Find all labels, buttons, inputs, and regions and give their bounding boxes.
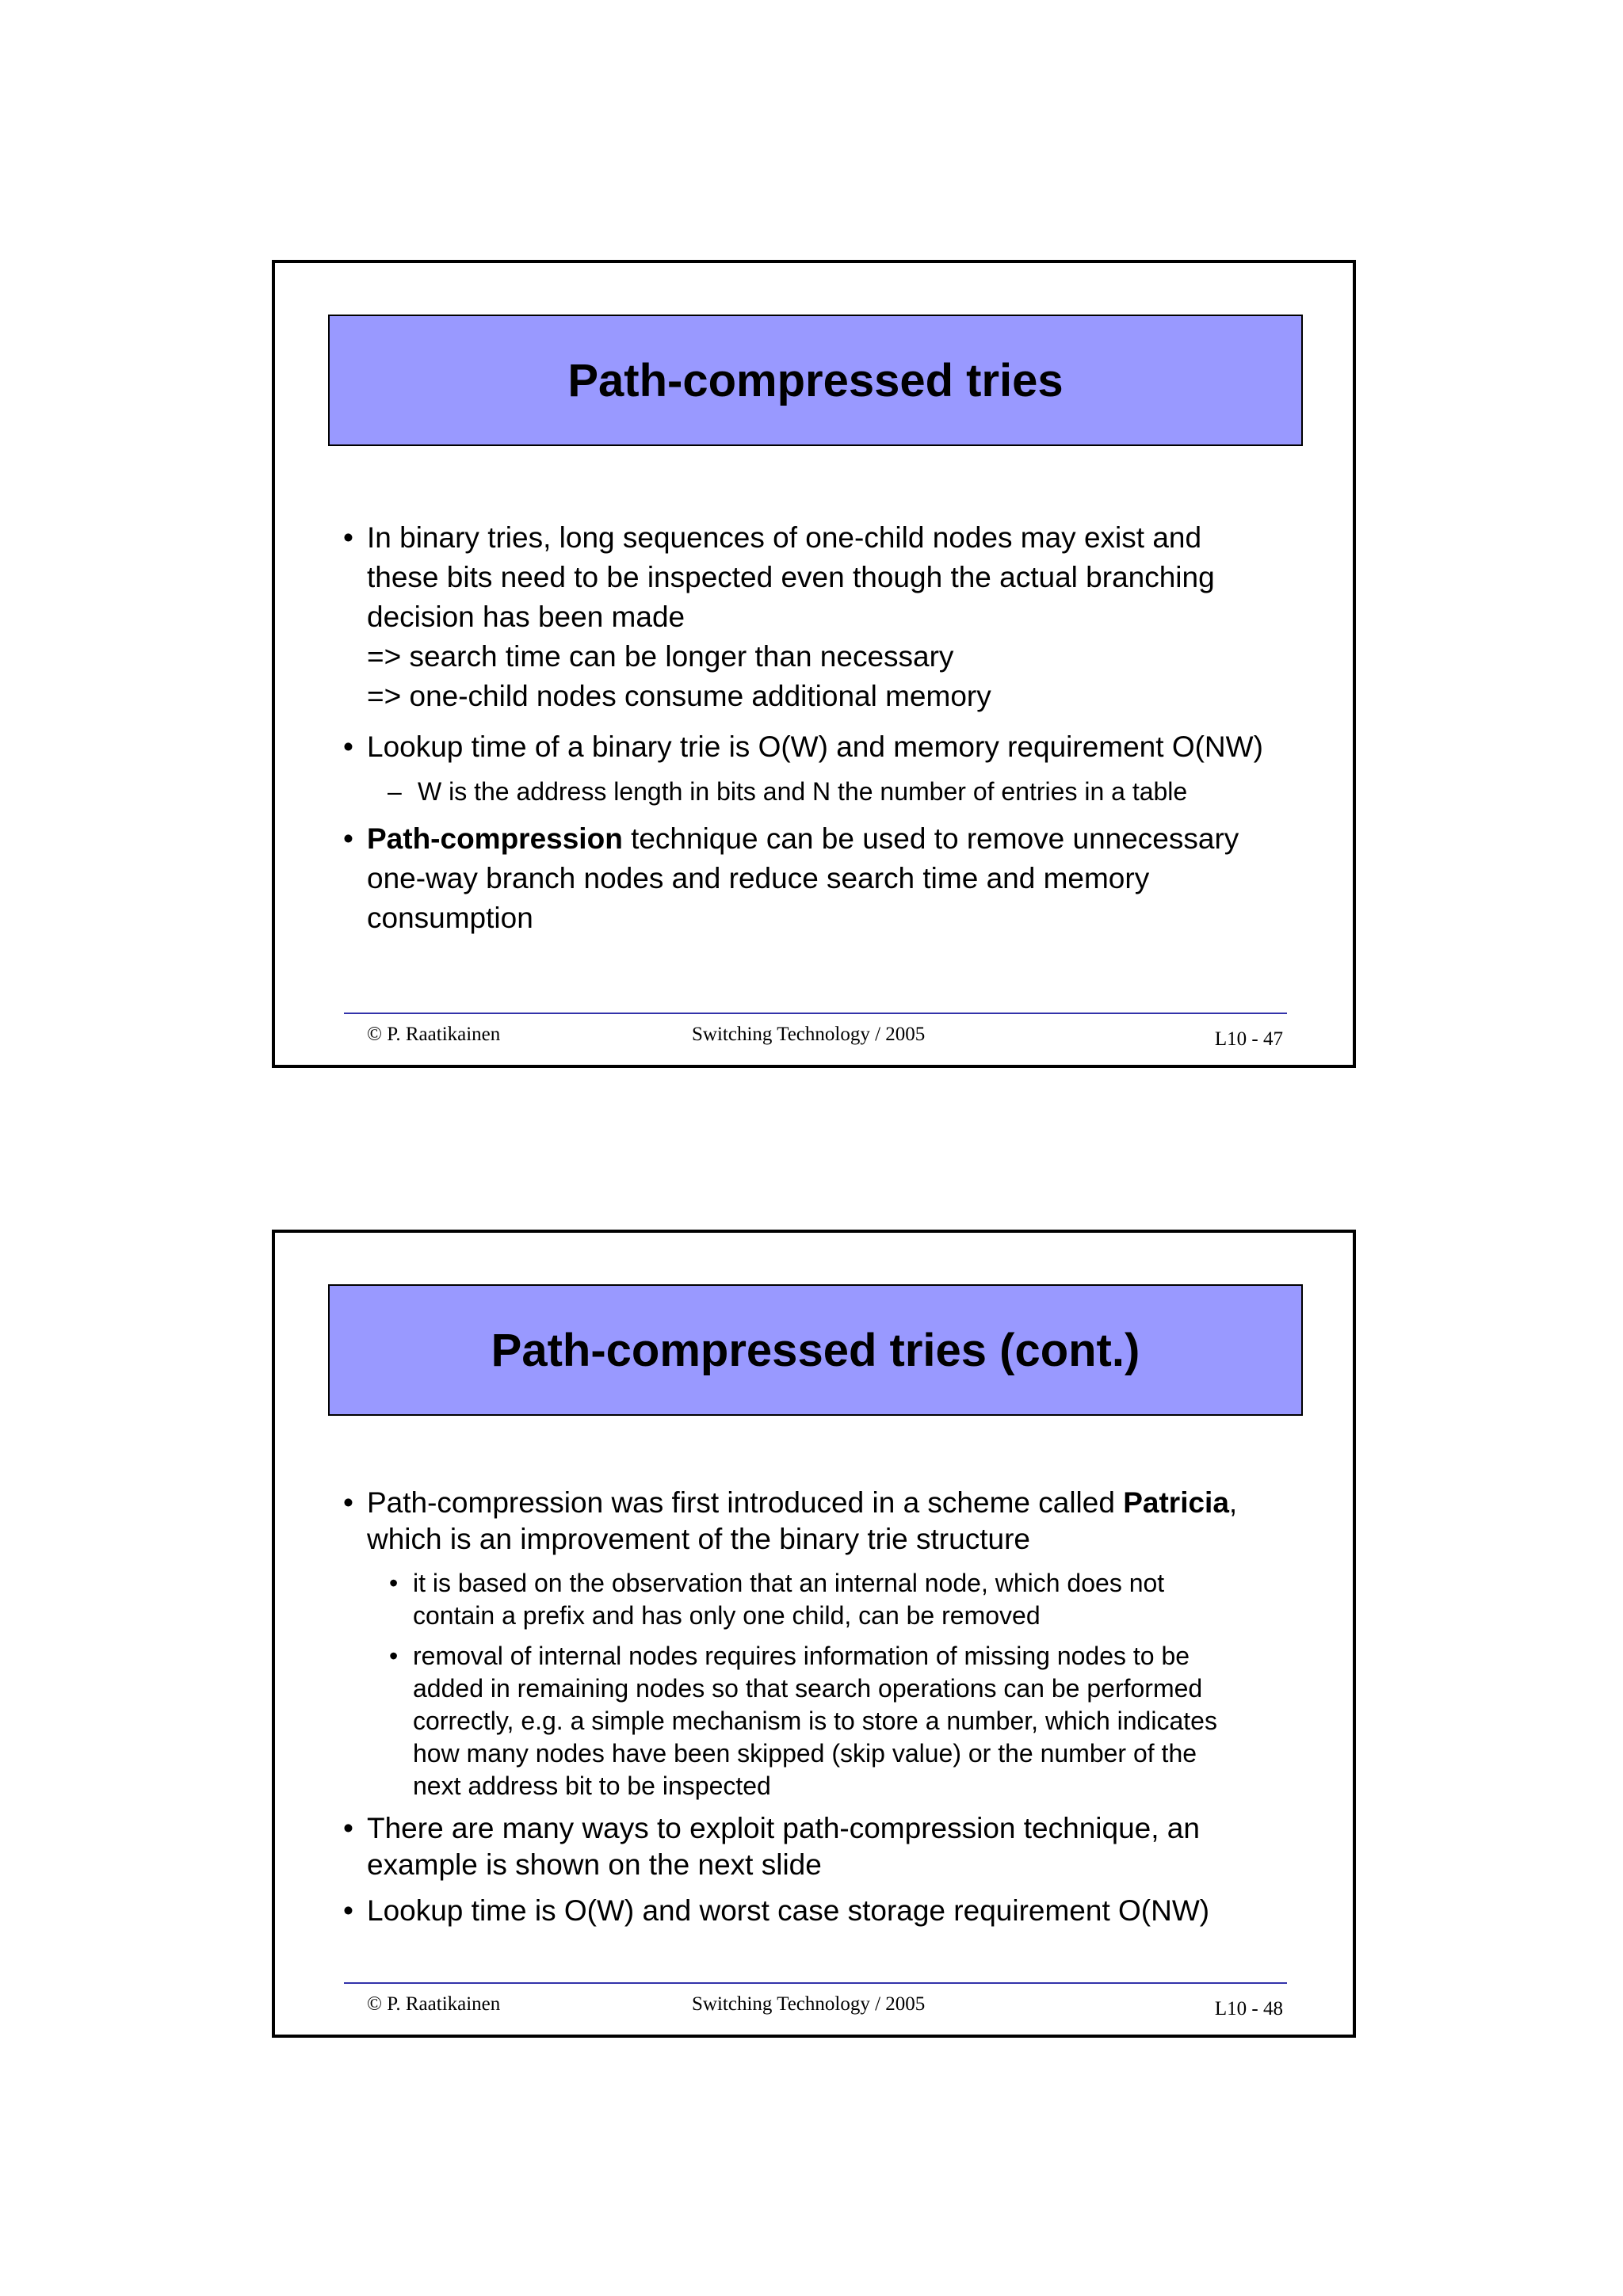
bullet-icon: • [343,1486,353,1519]
footer-slide-number: L10 - 47 [1214,1028,1283,1050]
slide-body [343,1485,1302,1939]
bullet-text-line: Lookup time is O(W) and worst case storage requirement O(NW) [367,1894,1210,1927]
bullet-text-line [367,819,1302,859]
bullet-text-line: which is an improvement of the binary trie structure [367,1523,1030,1555]
sub-bullet-text-line: contain a prefix and has only one child, can be removed [413,1601,1041,1630]
slide-title: Path-compressed tries [567,354,1064,406]
bullet-icon: • [389,1642,399,1670]
footer-slide-number: L10 - 48 [1214,1998,1283,2019]
bullet-text-line: example is shown on the next slide [367,1848,822,1881]
footer-course: Switching Technology / 2005 [692,1993,926,2015]
sub-bullet-text-line: next address bit to be inspected [413,1772,771,1800]
slide-body [343,518,1302,949]
bullet-item [343,727,1302,767]
bullet-text-line: There are many ways to exploit path-compression technique, an [367,1812,1200,1844]
bullet-icon: • [343,1894,353,1927]
slide-title: Path-compressed tries (cont.) [491,1324,1140,1376]
bullet-item [343,518,1302,716]
bold-term: Patricia [1123,1486,1229,1519]
bullet-text: , [1228,1486,1238,1519]
sub-bullet-text-line: correctly, e.g. a simple mechanism is to store a number, which indicates [413,1707,1217,1735]
sub-bullet-text-line: it is based on the observation that an internal node, which does not [413,1569,1165,1597]
bullet-icon: • [389,1569,399,1597]
bullet-text-line: these bits need to be inspected even though the actual branching [367,561,1215,593]
bullet-text-line [367,1485,1302,1521]
bullet-text: technique can be used to remove unnecessary [622,822,1239,855]
bullet-text-line: decision has been made [367,601,685,633]
slide-48 [272,1230,1356,2038]
bullet-text-line: In binary tries, long sequences of one-child nodes may exist and [367,521,1202,554]
slide-title-box [328,315,1303,446]
slide-title-box [328,1284,1303,1416]
sub-bullet-text: W is the address length in bits and N the number of entries in a table [418,777,1188,806]
bullet-item [343,1893,1302,1929]
bold-term: Path-compression [367,822,623,855]
bullet-icon: • [343,1812,353,1844]
bullet-text-line: one-way branch nodes and reduce search time and memory [367,862,1150,894]
footer-author: © P. Raatikainen [367,1993,501,2015]
bullet-text-line: => search time can be longer than necessary [367,640,954,673]
footer-author: © P. Raatikainen [367,1024,501,1045]
bullet-icon: • [343,822,353,855]
dash-icon: – [388,777,402,806]
footer-divider [344,1982,1287,1984]
bullet-item [343,1485,1302,1558]
bullet-item [343,819,1302,938]
footer-divider [344,1013,1287,1014]
bullet-text-line: => one-child nodes consume additional memory [367,680,991,712]
bullet-text: Path-compression was first introduced in a scheme called [367,1486,1124,1519]
bullet-text-line: consumption [367,902,533,934]
sub-bullet-text-line: added in remaining nodes so that search operations can be performed [413,1674,1203,1703]
footer-course: Switching Technology / 2005 [692,1024,926,1045]
bullet-item [343,1810,1302,1883]
sub-bullet-item [343,1567,1302,1632]
bullet-icon: • [343,521,353,554]
slide-47 [272,260,1356,1068]
bullet-text-line: Lookup time of a binary trie is O(W) and memory requirement O(NW) [367,730,1263,763]
sub-bullet-item [343,1640,1302,1802]
sub-bullet-item [343,773,1302,810]
sub-bullet-text-line: removal of internal nodes requires information of missing nodes to be [413,1642,1190,1670]
sub-bullet-text-line: how many nodes have been skipped (skip value) or the number of the [413,1739,1197,1768]
bullet-icon: • [343,730,353,763]
